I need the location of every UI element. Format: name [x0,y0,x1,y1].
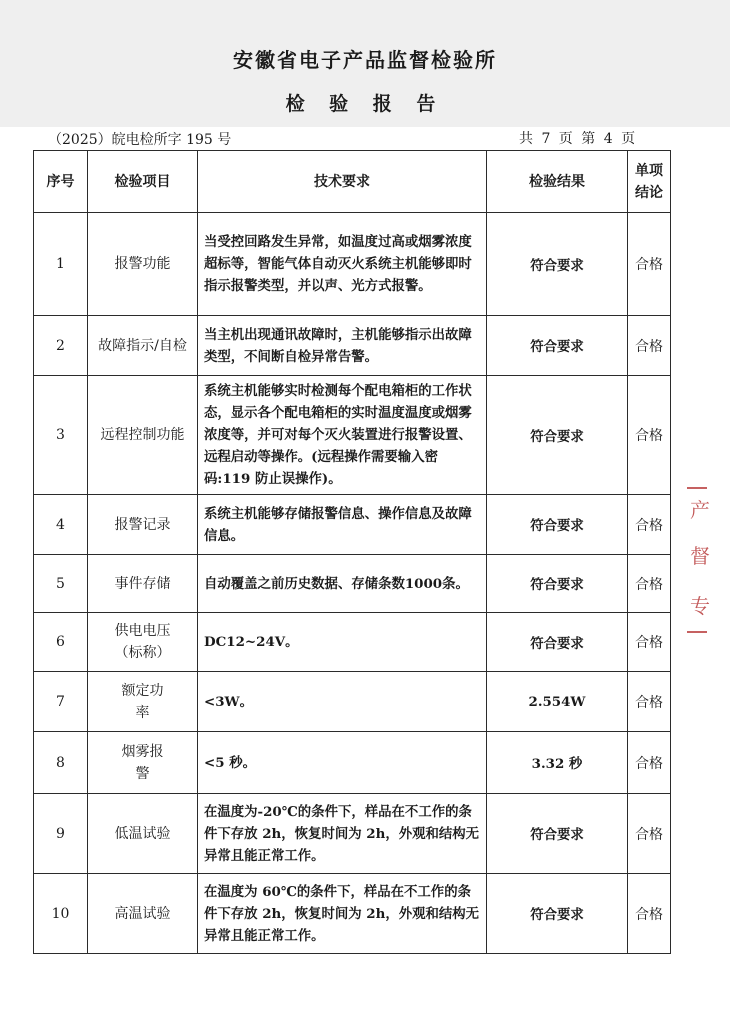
table-row [34,794,671,874]
row-item: 烟雾报警 [88,732,198,794]
row-no: 2 [34,316,88,376]
table-row [34,213,671,316]
table-row [34,316,671,376]
table-row [34,874,671,954]
table-header-row [34,151,671,213]
row-item: 低温试验 [88,794,198,874]
inspection-table [33,150,671,954]
row-requirement: 当主机出现通讯故障时，主机能够指示出故障类型，不间断自检异常告警。 [198,316,487,376]
column-header-item: 检验项目 [88,151,198,213]
row-requirement: <3W。 [198,672,487,732]
org-title: 安徽省电子产品监督检验所 [233,48,497,72]
row-conclusion: 合格 [628,376,671,495]
row-result: 符合要求 [487,213,628,316]
row-conclusion: 合格 [628,874,671,954]
row-item: 报警记录 [88,495,198,555]
row-result: 3.32 秒 [487,732,628,794]
seal-char: 督 [690,544,710,568]
column-header-no: 序号 [34,151,88,213]
row-no: 5 [34,555,88,613]
row-result: 符合要求 [487,874,628,954]
row-item: 远程控制功能 [88,376,198,495]
table-row [34,495,671,555]
table-row [34,672,671,732]
row-result: 符合要求 [487,376,628,495]
row-result: 符合要求 [487,555,628,613]
row-result: 符合要求 [487,613,628,672]
row-result: 符合要求 [487,495,628,555]
table-row [34,613,671,672]
table-row [34,376,671,495]
seal-char: 专 [690,594,710,618]
row-requirement: 在温度为-20℃的条件下，样品在不工作的条件下存放 2h，恢复时间为 2h，外观和结构无异常且能正常工作。 [198,794,487,874]
column-header-requirement: 技术要求 [198,151,487,213]
row-conclusion: 合格 [628,316,671,376]
row-no: 4 [34,495,88,555]
row-no: 8 [34,732,88,794]
row-requirement: <5 秒。 [198,732,487,794]
row-requirement: DC12~24V。 [198,613,487,672]
row-conclusion: 合格 [628,672,671,732]
seal-char: 产 [690,498,710,522]
row-item: 高温试验 [88,874,198,954]
column-header-result: 检验结果 [487,151,628,213]
row-requirement: 当受控回路发生异常，如温度过高或烟雾浓度超标等，智能气体自动灭火系统主机能够即时指示报警类型，并以声、光方式报警。 [198,213,487,316]
row-item: 报警功能 [88,213,198,316]
row-no: 1 [34,213,88,316]
row-no: 9 [34,794,88,874]
row-result: 符合要求 [487,794,628,874]
row-no: 6 [34,613,88,672]
row-conclusion: 合格 [628,613,671,672]
row-conclusion: 合格 [628,495,671,555]
row-no: 7 [34,672,88,732]
row-item: 供电电压（标称） [88,613,198,672]
row-requirement: 系统主机能够存储报警信息、操作信息及故障信息。 [198,495,487,555]
table-row [34,555,671,613]
row-conclusion: 合格 [628,732,671,794]
doc-title: 检 验 报 告 [285,93,445,115]
row-no: 10 [34,874,88,954]
row-conclusion: 合格 [628,213,671,316]
row-conclusion: 合格 [628,794,671,874]
row-no: 3 [34,376,88,495]
row-item: 故障指示/自检 [88,316,198,376]
row-conclusion: 合格 [628,555,671,613]
table-row [34,732,671,794]
row-requirement: 系统主机能够实时检测每个配电箱柜的工作状态，显示各个配电箱柜的实时温度温度或烟雾浓度等，并可对每个灭火装置进行报警设置、远程启动等操作。(远程操作需要输入密码:119 防止误操作)。 [198,376,487,495]
row-result: 2.554W [487,672,628,732]
report-number: （2025）皖电检所字 195 号 [48,132,232,148]
page-info: 共 7 页 第 4 页 [519,131,638,147]
column-header-conclusion: 单项结论 [628,151,671,213]
row-requirement: 自动覆盖之前历史数据、存储条数1000条。 [198,555,487,613]
row-item: 额定功率 [88,672,198,732]
row-requirement: 在温度为 60℃的条件下，样品在不工作的条件下存放 2h，恢复时间为 2h，外观和结构无异常且能正常工作。 [198,874,487,954]
row-result: 符合要求 [487,316,628,376]
row-item: 事件存储 [88,555,198,613]
